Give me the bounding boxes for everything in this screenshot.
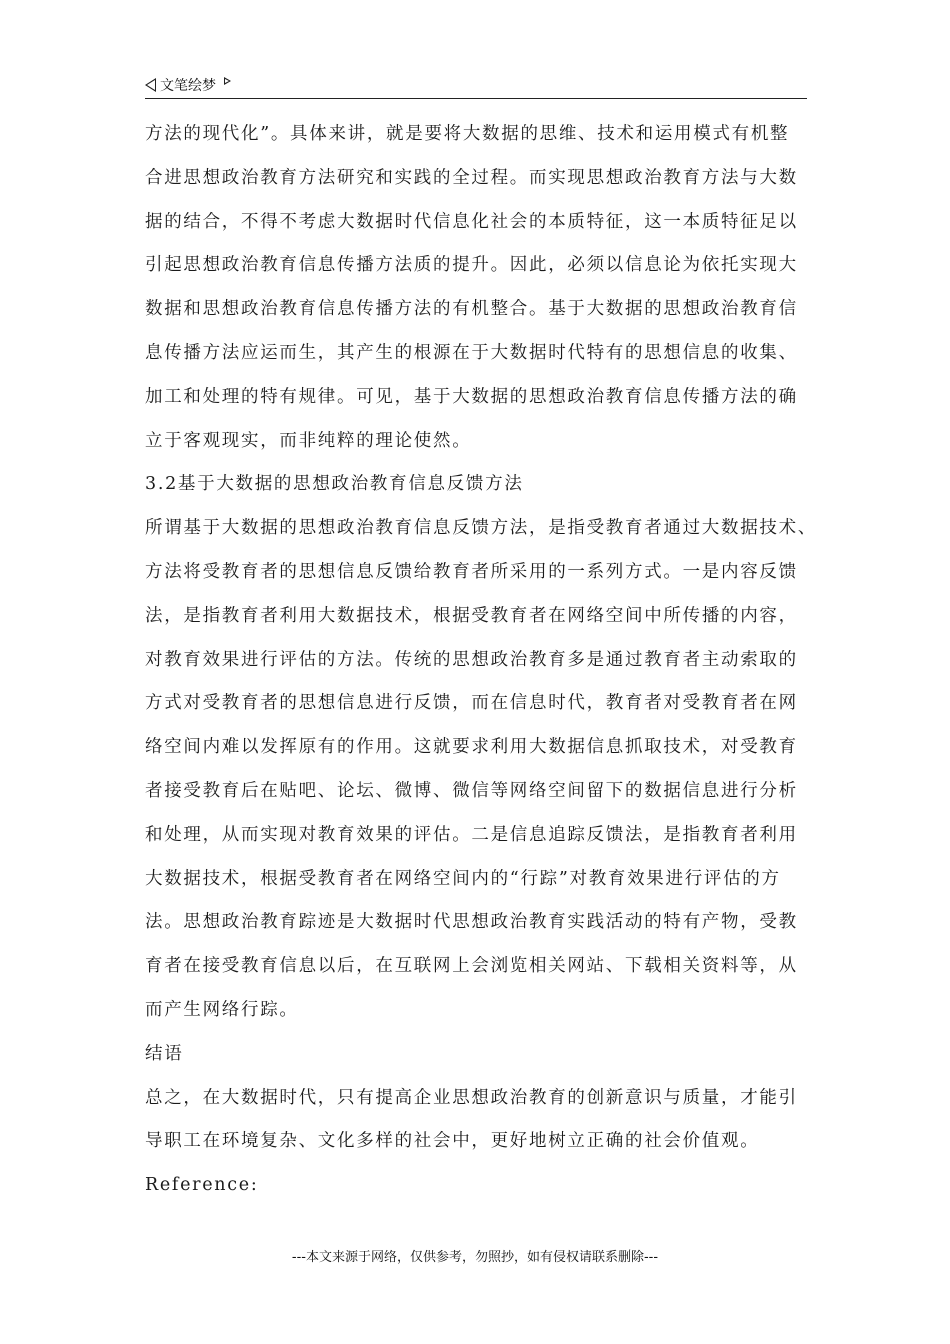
body-line: 络空间内难以发挥原有的作用。这就要求利用大数据信息抓取技术，对受教育 [145, 737, 798, 758]
body-line: 合进思想政治教育方法研究和实践的全过程。而实现思想政治教育方法与大数 [145, 167, 798, 188]
body-line: 而产生网络行踪。 [145, 999, 299, 1020]
reference-heading: Reference: [145, 1175, 259, 1196]
body-line: 育者在接受教育信息以后，在互联网上会浏览相关网站、下载相关资料等，从 [145, 956, 798, 977]
body-line: 据的结合，不得不考虑大数据时代信息化社会的本质特征，这一本质特征足以 [145, 211, 798, 232]
section-heading: 3.2基于大数据的思想政治教育信息反馈方法 [145, 474, 524, 495]
body-line: 导职工在环境复杂、文化多样的社会中，更好地树立正确的社会价值观。 [145, 1131, 760, 1152]
page-header [145, 72, 807, 99]
body-line: 法。思想政治教育踪迹是大数据时代思想政治教育实践活动的特有产物，受教 [145, 912, 798, 933]
body-line: 者接受教育后在贴吧、论坛、微博、微信等网络空间留下的数据信息进行分析 [145, 780, 798, 801]
body-line: 息传播方法应运而生，其产生的根源在于大数据时代特有的思想信息的收集、 [145, 342, 798, 363]
body-line: 方式对受教育者的思想信息进行反馈，而在信息时代，教育者对受教育者在网 [145, 693, 798, 714]
triangle-left-icon [145, 78, 156, 92]
body-line: 方法将受教育者的思想信息反馈给教育者所采用的一系列方式。一是内容反馈 [145, 561, 798, 582]
section-heading: 结语 [145, 1043, 184, 1064]
body-line: 对教育效果进行评估的方法。传统的思想政治教育多是通过教育者主动索取的 [145, 649, 798, 670]
body-line: 立于客观现实，而非纯粹的理论使然。 [145, 430, 472, 451]
header-title: 文笔绘梦 [160, 78, 216, 94]
document-body [145, 113, 815, 1208]
body-line: 法，是指教育者利用大数据技术，根据受教育者在网络空间中所传播的内容， [145, 605, 798, 626]
body-line: 所谓基于大数据的思想政治教育信息反馈方法，是指受教育者通过大数据技术、 [145, 518, 817, 539]
body-line: 方法的现代化”。具体来讲，就是要将大数据的思维、技术和运用模式有机整 [145, 124, 790, 144]
body-line: 和处理，从而实现对教育效果的评估。二是信息追踪反馈法，是指教育者利用 [145, 824, 798, 845]
body-line: 大数据技术，根据受教育者在网络空间内的“行踪”对教育效果进行评估的方 [145, 868, 781, 889]
footer-notice: ---本文来源于网络，仅供参考，勿照抄，如有侵权请联系删除--- [291, 1250, 659, 1265]
body-line: 加工和处理的特有规律。可见，基于大数据的思想政治教育信息传播方法的确 [145, 386, 798, 407]
body-line: 总之，在大数据时代，只有提高企业思想政治教育的创新意识与质量，才能引 [145, 1087, 798, 1108]
triangle-right-icon [224, 77, 231, 85]
body-line: 数据和思想政治教育信息传播方法的有机整合。基于大数据的思想政治教育信 [145, 299, 798, 320]
body-line: 引起思想政治教育信息传播方法质的提升。因此，必须以信息论为依托实现大 [145, 255, 798, 276]
